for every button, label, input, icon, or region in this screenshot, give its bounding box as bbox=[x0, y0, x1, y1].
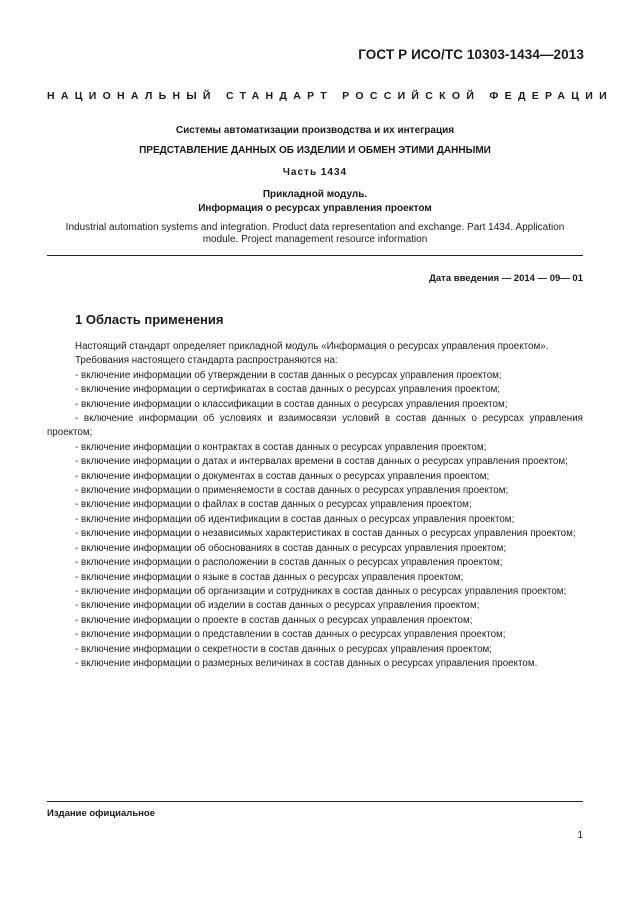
scope-list-item: - включение информации о секретности в состав данных о ресурсах управления проектом; bbox=[75, 643, 492, 655]
introduction-date: Дата введения — 2014 — 09— 01 bbox=[429, 273, 583, 284]
header-divider bbox=[47, 255, 583, 256]
scope-list-item: - включение информации об обоснованиях в состав данных о ресурсах управления проектом; bbox=[75, 542, 507, 554]
scope-list-item: - включение информации о файлах в состав данных о ресурсах управления проектом; bbox=[75, 499, 472, 511]
section-title: 1 Область применения bbox=[75, 312, 224, 327]
scope-list-item: - включение информации о классификации в состав данных о ресурсах управления проектом; bbox=[75, 398, 508, 410]
scope-list-item: - включение информации об условиях и взаимосвязи условий в состав данных о ресурсах управления проектом; bbox=[47, 413, 583, 439]
footer-divider bbox=[47, 801, 583, 802]
official-edition-label: Издание официальное bbox=[47, 808, 155, 819]
scope-list-item: - включение информации о независимых характеристиках в состав данных о ресурсах управления проектом; bbox=[75, 528, 576, 540]
scope-list-item: - включение информации об изделии в состав данных о ресурсах управления проектом; bbox=[75, 600, 480, 612]
page-number: 1 bbox=[577, 830, 583, 841]
scope-list-item: - включение информации о документах в состав данных о ресурсах управления проектом; bbox=[75, 470, 490, 482]
module-title-line2: Информация о ресурсах управления проектом bbox=[198, 203, 432, 214]
requirements-lead: Требования настоящего стандарта распространяются на: bbox=[75, 355, 338, 367]
scope-list-item: - включение информации о расположении в состав данных о ресурсах управления проектом; bbox=[75, 557, 503, 569]
national-standard-heading: НАЦИОНАЛЬНЫЙ СТАНДАРТ РОССИЙСКОЙ ФЕДЕРАЦИИ bbox=[47, 90, 613, 102]
module-title-line1: Прикладной модуль. bbox=[262, 189, 368, 200]
title-block bbox=[47, 124, 583, 216]
scope-list-item: - включение информации о языке в состав данных о ресурсах управления проектом; bbox=[75, 571, 464, 583]
part-title: Часть 1434 bbox=[282, 167, 348, 178]
english-title: Industrial automation systems and integration. Product data representation and exchange. Part 1434. Application module. Project management resource information bbox=[65, 222, 565, 245]
scope-list-item: - включение информации о размерных величинах в состав данных о ресурсах управления проектом. bbox=[75, 657, 538, 669]
scope-list-item: - включение информации о контрактах в состав данных о ресурсах управления проектом; bbox=[75, 441, 487, 453]
standard-number: ГОСТ Р ИСО/ТС 10303-1434—2013 bbox=[358, 47, 584, 62]
scope-list-item: - включение информации о применяемости в состав данных о ресурсах управления проектом; bbox=[75, 485, 509, 497]
series-title: Системы автоматизации производства и их интеграция bbox=[175, 125, 455, 136]
scope-list-item: - включение информации об идентификации в состав данных о ресурсах управления проектом; bbox=[75, 513, 515, 525]
scope-list-item: - включение информации об утверждении в состав данных о ресурсах управления проектом; bbox=[75, 369, 502, 381]
scope-list-item: - включение информации о представлении в состав данных о ресурсах управления проектом; bbox=[75, 629, 506, 641]
scope-list-item: - включение информации об организации и сотрудниках в состав данных о ресурсах управления проектом; bbox=[75, 585, 567, 597]
intro-paragraph: Настоящий стандарт определяет прикладной модуль «Информация о ресурсах управления проектом». bbox=[75, 341, 549, 352]
main-title: ПРЕДСТАВЛЕНИЕ ДАННЫХ ОБ ИЗДЕЛИИ И ОБМЕН ЭТИМИ ДАННЫМИ bbox=[139, 145, 491, 156]
scope-list-item: - включение информации о датах и интервалах времени в состав данных о ресурсах управления проектом; bbox=[75, 456, 568, 468]
scope-list-item: - включение информации о сертификатах в состав данных о ресурсах управления проектом; bbox=[75, 384, 501, 396]
scope-list-item: - включение информации о проекте в состав данных о ресурсах управления проектом; bbox=[75, 614, 473, 626]
section-body bbox=[47, 340, 583, 671]
